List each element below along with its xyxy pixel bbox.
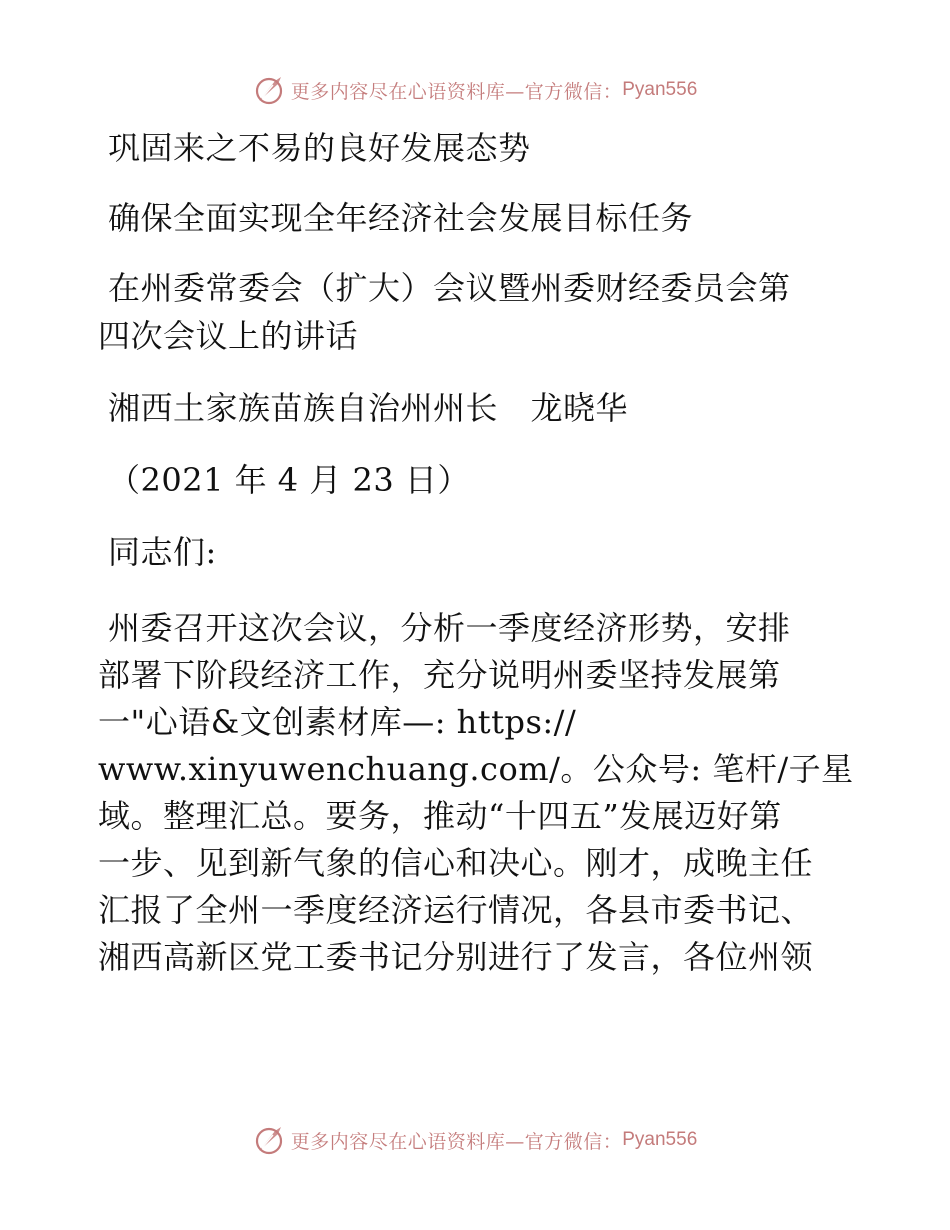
date-line: （2021 年 4 月 23 日） (108, 461, 470, 499)
document-body (98, 122, 858, 975)
body-line: 域。整理汇总。要务，推动“十四五”发展迈好第 (98, 797, 782, 835)
header-watermark-banner (0, 70, 950, 110)
title-line-3b: 四次会议上的讲话 (98, 317, 359, 355)
body-line: 一"心语&文创素材库—: https:// (98, 703, 577, 741)
quill-pen-circle-icon (253, 1123, 287, 1157)
greeting-line: 同志们: (108, 533, 217, 571)
title-line-1: 巩固来之不易的良好发展态势 (108, 129, 531, 167)
body-line: 州委召开这次会议，分析一季度经济形势，安排 (108, 609, 791, 647)
body-line: 部署下阶段经济工作，充分说明州委坚持发展第 (98, 656, 781, 694)
title-line-2: 确保全面实现全年经济社会发展目标任务 (108, 199, 694, 237)
footer-watermark-banner (0, 1120, 950, 1160)
body-line: 湘西高新区党工委书记分别进行了发言，各位州领 (98, 938, 814, 976)
author-line: 湘西土家族苗族自治州州长 龙晓华 (108, 389, 629, 427)
body-line: 汇报了全州一季度经济运行情况，各县市委书记、 (98, 891, 814, 929)
banner-wechat-id: Pyan556 (622, 1129, 698, 1150)
quill-pen-circle-icon (253, 73, 287, 107)
body-line: www.xinyuwenchuang.com/。公众号: 笔杆/子星 (98, 750, 854, 788)
title-line-3a: 在州委常委会（扩大）会议暨州委财经委员会第 (108, 269, 791, 307)
banner-text: 更多内容尽在心语资料库—官方微信： (290, 80, 623, 103)
banner-wechat-id: Pyan556 (622, 79, 698, 100)
body-paragraph (98, 610, 858, 975)
body-line: 一步、见到新气象的信心和决心。刚才，成晚主任 (98, 844, 814, 882)
banner-text: 更多内容尽在心语资料库—官方微信： (290, 1130, 623, 1153)
